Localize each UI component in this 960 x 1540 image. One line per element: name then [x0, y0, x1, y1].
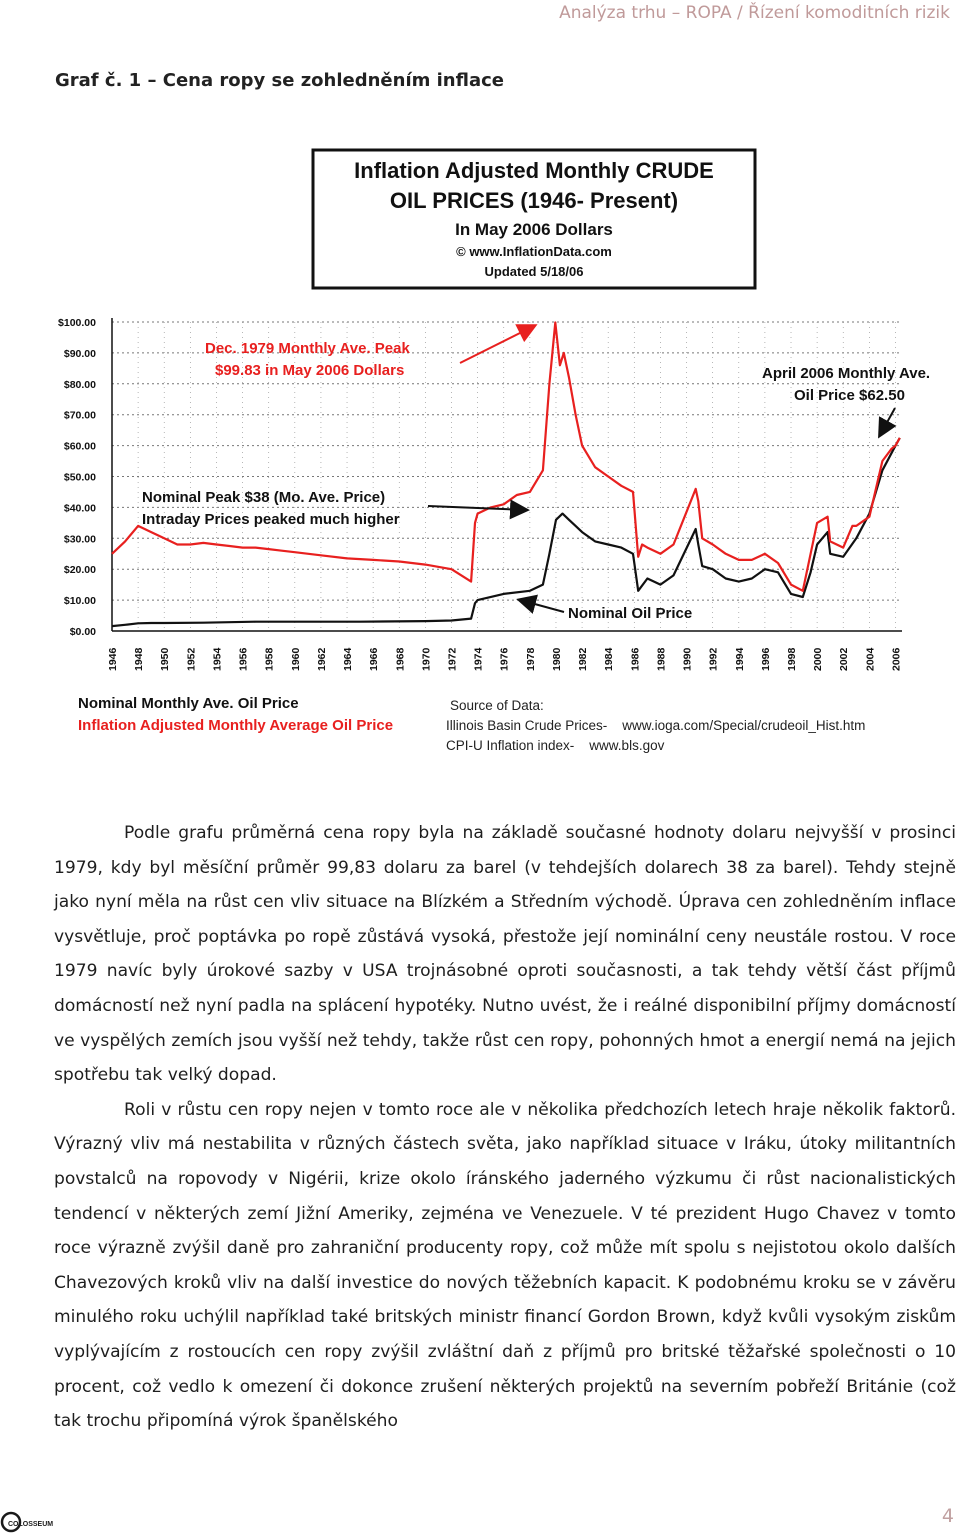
x-tick-label: 1964: [342, 647, 355, 671]
x-tick-label: 1986: [629, 647, 642, 671]
x-tick-label: 1960: [289, 647, 302, 671]
legend-adjusted: Inflation Adjusted Monthly Average Oil Price: [78, 717, 394, 734]
running-header: Analýza trhu – ROPA / Řízení komoditních rizik: [559, 3, 950, 23]
nominal-peak-line-2: Intraday Prices peaked much higher: [142, 511, 400, 528]
peak-annotation-line-2: $99.83 in May 2006 Dollars: [215, 362, 405, 379]
y-tick-label: $0.00: [69, 626, 96, 638]
oil-price-chart: [50, 130, 958, 770]
nominal-price-line: [112, 438, 900, 626]
y-tick-label: $60.00: [63, 440, 96, 453]
source-heading: Source of Data:: [450, 698, 544, 713]
x-tick-label: 1958: [263, 647, 276, 671]
x-tick-label: 1974: [472, 647, 485, 671]
x-tick-label: 1990: [681, 647, 694, 671]
x-tick-label: 1946: [107, 647, 119, 671]
paragraph-2: Roli v růstu cen ropy nejen v tomto roce ale v několika předchozích letech hraje několik faktorů. Výrazný vliv má nestabilita v různých částech světa, jako například situace v Iráku, útoky militantních povstalců na ropovody v Nigérii, krize okolo íránského jaderného výzkumu či růst nacionalistických tendencí v některých zemí Jižní Ameriky, zejména ve Venezuele. V té prezident Hugo Chavez v tomto roce výrazně zvýšil daně pro zahraniční producenty ropy, což může mít spolu s nejistotou okolo dalších Chavezových kroků vliv na další investice do nových těžebních kapacit. K podobnému kroku se v závěru minulého roku uchýlil například také britských ministr financí Gordon Brown, když kvůli vysokým ziskům vyplývajícím z rostoucích cen ropy zvýšil zvláštní daň z příjmů pro britské těžařské společnosti o 10 procent, což vedlo k omezení či dokonce zrušení některých projektů na severním pobřeží Británie (což tak trochu připomíná výrok španělského: [54, 1099, 956, 1432]
y-tick-label: $90.00: [63, 347, 96, 360]
y-tick-label: $70.00: [63, 409, 96, 422]
x-tick-label: 2004: [864, 647, 877, 671]
x-axis: [107, 631, 902, 671]
x-tick-label: 1970: [420, 647, 433, 671]
page-number: 4: [941, 1505, 954, 1527]
x-tick-label: 1966: [368, 647, 381, 671]
chart-title-line-3: In May 2006 Dollars: [455, 220, 613, 239]
x-tick-label: 1954: [211, 647, 224, 671]
x-tick-label: 1972: [446, 647, 459, 671]
x-tick-label: 1976: [498, 647, 511, 671]
x-tick-label: 1948: [133, 647, 146, 671]
legend-nominal: Nominal Monthly Ave. Oil Price: [78, 695, 299, 712]
y-tick-label: $30.00: [63, 533, 96, 546]
peak-annotation-line-1: Dec. 1979 Monthly Ave. Peak: [205, 340, 410, 357]
y-axis: [58, 317, 112, 638]
colosseum-logo: [0, 1506, 60, 1536]
chart-title-line-4: © www.InflationData.com: [456, 244, 612, 259]
april-annotation-line-2: Oil Price $62.50: [794, 387, 905, 404]
x-tick-label: 1968: [394, 647, 407, 671]
x-tick-label: 2006: [890, 647, 903, 671]
x-tick-label: 1988: [655, 647, 668, 671]
x-tick-label: 1952: [185, 647, 198, 671]
x-tick-label: 2002: [838, 647, 851, 671]
x-tick-label: 1978: [524, 647, 537, 671]
nominal-series-arrow: [520, 600, 564, 612]
x-tick-label: 1998: [786, 647, 799, 671]
y-tick-label: $20.00: [63, 564, 96, 577]
x-tick-label: 1962: [315, 647, 328, 671]
x-tick-label: 1980: [550, 647, 563, 671]
source-line-2: CPI-U Inflation index- www.bls.gov: [446, 738, 665, 753]
chart-title-line-1: Inflation Adjusted Monthly CRUDE: [354, 158, 714, 183]
y-tick-label: $100.00: [58, 317, 96, 329]
x-tick-label: 2000: [812, 647, 825, 671]
x-tick-label: 1982: [577, 647, 590, 671]
y-tick-label: $10.00: [63, 595, 96, 608]
article-body: [54, 816, 956, 1439]
chart-svg: [50, 130, 958, 770]
nominal-peak-line-1: Nominal Peak $38 (Mo. Ave. Price): [142, 489, 386, 506]
paragraph-1: Podle grafu průměrná cena ropy byla na základě současné hodnoty dolaru nejvyšší v prosinci 1979, kdy byl měsíční průměr 99,83 dolaru za barel (v tehdejších dolarech 38 za barel). Tehdy stejně jako nyní měla na růst cen vliv situace na Blízkém a Středním východě. Úprava cen zohledněním inflace vysvětluje, proč poptávka po ropě zůstává vysoká, přestože její nominální ceny neustále rostou. V roce 1979 navíc byly úrokové sazby v USA trojnásobné oproti současnosti, a tak tehdy větší část příjmů domácností než nyní padla na splácení hypotéky. Nutno uvést, že i reálné disponibilní příjmy domácností ve vyspělých zemích jsou vyšší než tehdy, takže růst cen ropy, pohonných hmot a energií nemá na jejich spotřebu tak velký dopad.: [54, 823, 956, 1086]
nominal-series-label: Nominal Oil Price: [568, 605, 693, 622]
y-tick-label: $50.00: [63, 471, 96, 484]
x-tick-label: 1956: [237, 647, 250, 671]
nominal-peak-arrow: [428, 506, 526, 510]
y-tick-label: $80.00: [63, 378, 96, 391]
april-arrow: [880, 408, 895, 435]
x-tick-label: 1992: [707, 647, 720, 671]
figure-caption: Graf č. 1 – Cena ropy se zohledněním inflace: [55, 70, 504, 91]
source-line-1: Illinois Basin Crude Prices- www.ioga.com/Special/crudeoil_Hist.htm: [446, 718, 866, 733]
x-tick-label: 1984: [603, 647, 616, 671]
logo-wordmark: COLOSSEUM: [8, 1521, 54, 1528]
chart-title-line-2: OIL PRICES (1946- Present): [389, 188, 679, 213]
april-annotation-line-1: April 2006 Monthly Ave.: [762, 365, 931, 382]
x-tick-label: 1996: [759, 647, 772, 671]
peak-arrow: [460, 326, 534, 363]
y-tick-label: $40.00: [63, 502, 96, 515]
x-tick-label: 1994: [733, 647, 746, 671]
x-tick-label: 1950: [159, 647, 172, 671]
chart-title-line-5: Updated 5/18/06: [484, 264, 584, 279]
